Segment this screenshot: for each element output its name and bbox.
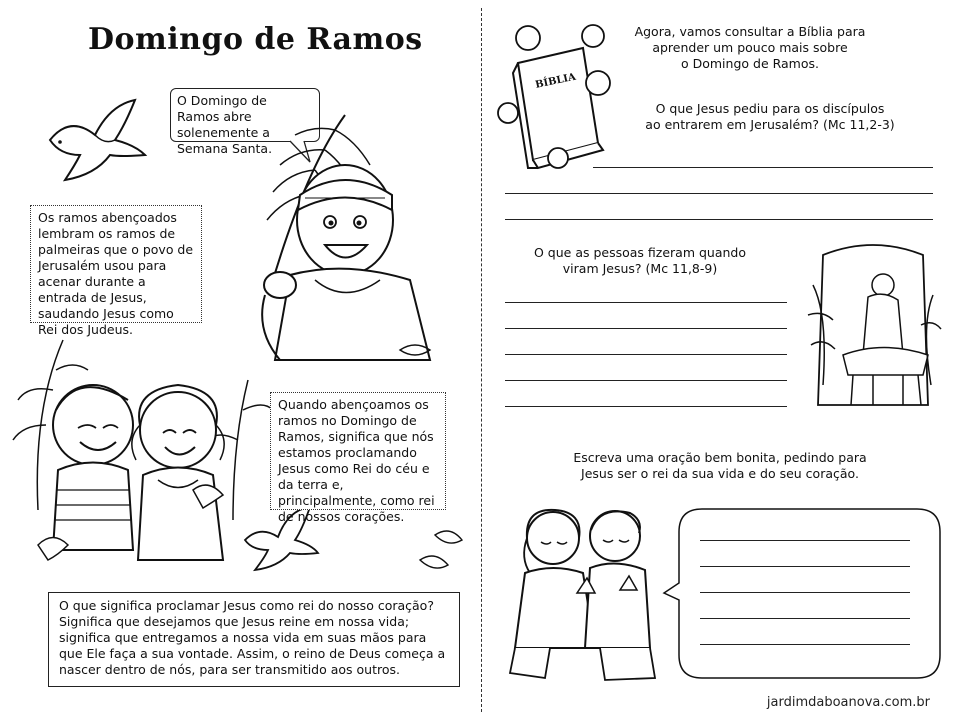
prayer-line[interactable] <box>700 644 910 645</box>
answer-line[interactable] <box>505 406 787 407</box>
bible-with-kids-illustration <box>498 18 623 178</box>
ramos-explanation-box <box>30 205 202 337</box>
quando-explanation-box <box>270 392 446 524</box>
praying-children-illustration <box>505 498 665 688</box>
question-3-line-1: Escreva uma oração bem bonita, pedindo para <box>573 450 867 465</box>
ramos-text: Os ramos abençoados lembram os ramos de palmeiras que o povo de Jerusalém usou para acenar durante a entrada de Jesus, saudando Jesus como Rei dos Judeus. <box>38 210 194 337</box>
child-with-palm-illustration <box>195 110 465 365</box>
quando-text: Quando abençoamos os ramos no Domingo de Ramos, significa que nós estamos proclamando Jesus como Rei do céu e da terra e, principalmente, como rei de nossos corações. <box>278 397 435 524</box>
page-title: Domingo de Ramos <box>88 22 423 57</box>
question-3-line-2: Jesus ser o rei da sua vida e do seu coração. <box>581 466 859 481</box>
answer-line[interactable] <box>505 193 933 194</box>
question-1 <box>620 101 920 133</box>
bible-label: BÍBLIA <box>534 71 577 91</box>
question-2-line-1: O que as pessoas fizeram quando <box>533 245 747 260</box>
jesus-entry-illustration <box>803 245 943 415</box>
intro-block <box>620 24 880 72</box>
question-2 <box>505 245 775 277</box>
answer-line[interactable] <box>505 219 933 220</box>
answer-line[interactable] <box>505 380 787 381</box>
question-3 <box>520 450 920 482</box>
intro-line-3: o Domingo de Ramos. <box>680 56 819 71</box>
question-2-line-2: viram Jesus? (Mc 11,8-9) <box>562 261 718 276</box>
dove-illustration <box>40 95 150 190</box>
children-with-palms-illustration <box>18 330 278 595</box>
prayer-line[interactable] <box>700 592 910 593</box>
prayer-speech-bubble <box>662 505 947 685</box>
question-1-line-2: ao entrarem em Jerusalém? (Mc 11,2-3) <box>645 117 895 132</box>
answer-line[interactable] <box>505 328 787 329</box>
meaning-explanation-box <box>48 592 460 687</box>
prayer-line[interactable] <box>700 566 910 567</box>
intro-text: O Domingo de Ramos abre solenemente a Semana Santa. <box>177 93 273 156</box>
answer-line[interactable] <box>505 302 787 303</box>
page-divider <box>481 8 482 712</box>
prayer-line[interactable] <box>700 618 910 619</box>
question-1-line-1: O que Jesus pediu para os discípulos <box>655 101 885 116</box>
answer-line[interactable] <box>593 167 933 168</box>
answer-line[interactable] <box>505 354 787 355</box>
intro-line-2: aprender um pouco mais sobre <box>652 40 848 55</box>
meaning-text: O que significa proclamar Jesus como rei do nosso coração? Significa que desejamos que Jesus reine em nossa vida; significa que entregamos a nossa vida em suas mãos para que Ele faça a sua vontade. Assim, o reino de Deus começa a nascer dentro de nós, para ser transmitido aos outros. <box>59 598 446 677</box>
site-footer: jardimdaboanova.com.br <box>766 695 930 710</box>
intro-line-1: Agora, vamos consultar a Bíblia para <box>634 24 866 39</box>
prayer-line[interactable] <box>700 540 910 541</box>
